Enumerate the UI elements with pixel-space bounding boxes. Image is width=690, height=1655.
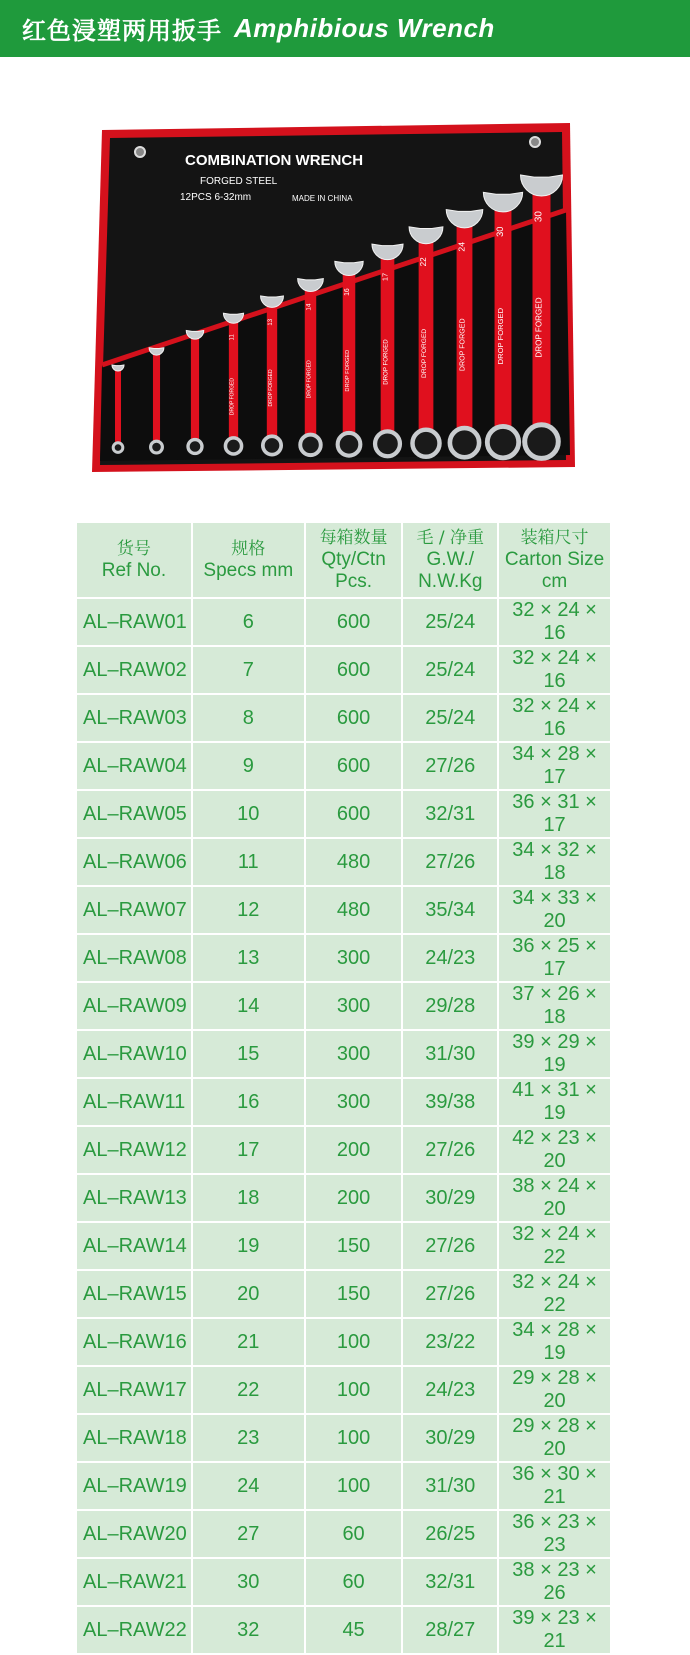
wrench-size-label: 11 — [229, 334, 236, 341]
wrench-handle — [115, 369, 121, 446]
cell-ref: AL–RAW19 — [77, 1463, 191, 1509]
cell-weight: 26/25 — [403, 1511, 497, 1557]
cell-carton: 32 × 24 × 22 — [499, 1271, 610, 1317]
cell-ref: AL–RAW20 — [77, 1511, 191, 1557]
table-header-row — [77, 523, 610, 597]
wrench-stamp: DROP FORGED — [268, 369, 274, 407]
cell-qty: 600 — [306, 599, 402, 645]
cell-weight: 27/26 — [403, 1223, 497, 1269]
cell-carton: 36 × 25 × 17 — [499, 935, 610, 981]
cell-spec: 6 — [193, 599, 304, 645]
cell-qty: 300 — [306, 983, 402, 1029]
cell-ref: AL–RAW04 — [77, 743, 191, 789]
cell-ref: AL–RAW10 — [77, 1031, 191, 1077]
cell-carton: 32 × 24 × 22 — [499, 1223, 610, 1269]
cell-spec: 11 — [193, 839, 304, 885]
cell-spec: 20 — [193, 1271, 304, 1317]
cell-spec: 15 — [193, 1031, 304, 1077]
cell-ref: AL–RAW06 — [77, 839, 191, 885]
cell-spec: 23 — [193, 1415, 304, 1461]
wrench-handle — [191, 336, 199, 443]
table-row — [77, 935, 610, 981]
cell-carton: 37 × 26 × 18 — [499, 983, 610, 1029]
cell-spec: 9 — [193, 743, 304, 789]
wrench-box-end — [338, 433, 361, 456]
table-row — [77, 887, 610, 933]
cell-spec: 32 — [193, 1607, 304, 1653]
table-row — [77, 1175, 610, 1221]
cell-qty: 100 — [306, 1367, 402, 1413]
cell-qty: 300 — [306, 1079, 402, 1125]
cell-carton: 41 × 31 × 19 — [499, 1079, 610, 1125]
cell-ref: AL–RAW16 — [77, 1319, 191, 1365]
wrench-size-label: 17 — [380, 272, 390, 282]
cell-qty: 600 — [306, 695, 402, 741]
cell-carton: 39 × 23 × 21 — [499, 1607, 610, 1653]
cell-spec: 24 — [193, 1463, 304, 1509]
cell-weight: 25/24 — [403, 695, 497, 741]
cell-qty: 600 — [306, 647, 402, 693]
cell-weight: 31/30 — [403, 1463, 497, 1509]
cell-spec: 13 — [193, 935, 304, 981]
wrench-size-label: 13 — [268, 318, 274, 326]
header-weight: 毛 / 净重 G.W./ N.W.Kg — [403, 523, 497, 597]
cell-carton: 32 × 24 × 16 — [499, 599, 610, 645]
cell-ref: AL–RAW22 — [77, 1607, 191, 1653]
cell-qty: 100 — [306, 1415, 402, 1461]
cell-weight: 30/29 — [403, 1175, 497, 1221]
cell-ref: AL–RAW21 — [77, 1559, 191, 1605]
cell-ref: AL–RAW17 — [77, 1367, 191, 1413]
cell-weight: 23/22 — [403, 1319, 497, 1365]
wrench-box-end — [525, 425, 559, 459]
wrench-size-label: 30 — [495, 226, 505, 237]
wrench-box-end — [375, 431, 400, 456]
cell-ref: AL–RAW02 — [77, 647, 191, 693]
cell-qty: 300 — [306, 1031, 402, 1077]
cell-carton: 29 × 28 × 20 — [499, 1367, 610, 1413]
cell-weight: 32/31 — [403, 791, 497, 837]
wrench-size-label: 16 — [344, 288, 351, 296]
wrench-stamp: DROP FORGED — [496, 307, 505, 365]
cell-spec: 14 — [193, 983, 304, 1029]
table-row — [77, 791, 610, 837]
cell-qty: 100 — [306, 1319, 402, 1365]
cell-ref: AL–RAW12 — [77, 1127, 191, 1173]
wrench-box-end — [412, 430, 439, 457]
cell-carton: 38 × 24 × 20 — [499, 1175, 610, 1221]
cell-weight: 30/29 — [403, 1415, 497, 1461]
wrench-box-end — [151, 441, 163, 453]
cell-carton: 42 × 23 × 20 — [499, 1127, 610, 1173]
cell-qty: 200 — [306, 1127, 402, 1173]
cell-weight: 24/23 — [403, 935, 497, 981]
cell-weight: 25/24 — [403, 599, 497, 645]
table-row — [77, 1463, 610, 1509]
cell-carton: 32 × 24 × 16 — [499, 695, 610, 741]
header-carton: 装箱尺寸 Carton Size cm — [499, 523, 610, 597]
cell-ref: AL–RAW11 — [77, 1079, 191, 1125]
cell-qty: 45 — [306, 1607, 402, 1653]
table-row — [77, 839, 610, 885]
table-row — [77, 1271, 610, 1317]
header-specs: 规格 Specs mm — [193, 523, 304, 597]
wrench-box-end — [225, 438, 241, 454]
cell-spec: 27 — [193, 1511, 304, 1557]
cell-weight: 27/26 — [403, 839, 497, 885]
wrench-stamp: DROP FORGED — [421, 328, 428, 378]
cell-weight: 27/26 — [403, 1271, 497, 1317]
cell-spec: 17 — [193, 1127, 304, 1173]
cell-qty: 150 — [306, 1271, 402, 1317]
pouch-made: MADE IN CHINA — [292, 194, 353, 203]
cell-ref: AL–RAW07 — [77, 887, 191, 933]
wrench-box-end — [450, 428, 479, 457]
cell-qty: 60 — [306, 1511, 402, 1557]
table-row — [77, 983, 610, 1029]
table-row — [77, 1031, 610, 1077]
cell-spec: 10 — [193, 791, 304, 837]
wrench-stamp: DROP FORGED — [345, 349, 351, 392]
grommet-left — [135, 147, 145, 157]
cell-spec: 12 — [193, 887, 304, 933]
cell-carton: 36 × 30 × 21 — [499, 1463, 610, 1509]
wrench-stamp: DROP FORGED — [382, 339, 390, 385]
cell-carton: 36 × 23 × 23 — [499, 1511, 610, 1557]
cell-weight: 28/27 — [403, 1607, 497, 1653]
wrench-stamp: DROP FORGED — [534, 297, 544, 358]
cell-qty: 600 — [306, 743, 402, 789]
wrench-size-label: 14 — [305, 303, 313, 311]
cell-spec: 8 — [193, 695, 304, 741]
cell-qty: 480 — [306, 887, 402, 933]
cell-carton: 39 × 29 × 19 — [499, 1031, 610, 1077]
table-row — [77, 1511, 610, 1557]
cell-weight: 39/38 — [403, 1079, 497, 1125]
cell-weight: 29/28 — [403, 983, 497, 1029]
cell-weight: 27/26 — [403, 1127, 497, 1173]
table-row — [77, 1079, 610, 1125]
table-row — [77, 743, 610, 789]
cell-spec: 22 — [193, 1367, 304, 1413]
grommet-right — [530, 137, 540, 147]
cell-ref: AL–RAW03 — [77, 695, 191, 741]
wrench-set-illustration — [60, 115, 600, 490]
cell-qty: 200 — [306, 1175, 402, 1221]
wrench-box-end — [487, 426, 518, 457]
header-qty: 每箱数量 Qty/Ctn Pcs. — [306, 523, 402, 597]
cell-spec: 19 — [193, 1223, 304, 1269]
spec-table — [75, 521, 612, 1655]
cell-weight: 31/30 — [403, 1031, 497, 1077]
cell-ref: AL–RAW14 — [77, 1223, 191, 1269]
table-row — [77, 1127, 610, 1173]
product-photo — [60, 115, 600, 490]
cell-weight: 32/31 — [403, 1559, 497, 1605]
cell-weight: 35/34 — [403, 887, 497, 933]
cell-qty: 150 — [306, 1223, 402, 1269]
cell-ref: AL–RAW08 — [77, 935, 191, 981]
cell-qty: 480 — [306, 839, 402, 885]
cell-qty: 300 — [306, 935, 402, 981]
table-body — [77, 599, 610, 1653]
cell-carton: 34 × 28 × 19 — [499, 1319, 610, 1365]
cell-ref: AL–RAW18 — [77, 1415, 191, 1461]
wrench-size-label: 30 — [533, 211, 545, 223]
wrench-box-end — [263, 436, 281, 454]
wrench-size-label: 22 — [419, 257, 428, 267]
wrench-size-label: 24 — [456, 241, 467, 252]
cell-spec: 16 — [193, 1079, 304, 1125]
table-row — [77, 1319, 610, 1365]
cell-spec: 18 — [193, 1175, 304, 1221]
cell-ref: AL–RAW05 — [77, 791, 191, 837]
cell-carton: 34 × 32 × 18 — [499, 839, 610, 885]
cell-spec: 7 — [193, 647, 304, 693]
wrench-box-end — [188, 440, 202, 454]
cell-carton: 34 × 33 × 20 — [499, 887, 610, 933]
pouch-title: COMBINATION WRENCH — [185, 152, 364, 169]
table-row — [77, 599, 610, 645]
table-row — [77, 695, 610, 741]
cell-weight: 24/23 — [403, 1367, 497, 1413]
cell-carton: 34 × 28 × 17 — [499, 743, 610, 789]
table-row — [77, 1607, 610, 1653]
cell-qty: 600 — [306, 791, 402, 837]
header-ref: 货号 Ref No. — [77, 523, 191, 597]
wrench-stamp: DROP FORGED — [458, 318, 467, 372]
cell-spec: 21 — [193, 1319, 304, 1365]
cell-ref: AL–RAW01 — [77, 599, 191, 645]
cell-carton: 38 × 23 × 26 — [499, 1559, 610, 1605]
cell-ref: AL–RAW09 — [77, 983, 191, 1029]
cell-carton: 29 × 28 × 20 — [499, 1415, 610, 1461]
cell-qty: 60 — [306, 1559, 402, 1605]
pouch-count: 12PCS 6-32mm — [180, 192, 252, 203]
wrench-stamp: DROP FORGED — [229, 378, 236, 416]
cell-qty: 100 — [306, 1463, 402, 1509]
cell-weight: 27/26 — [403, 743, 497, 789]
pouch-forged: FORGED STEEL — [200, 176, 278, 187]
table-row — [77, 1559, 610, 1605]
table-row — [77, 1415, 610, 1461]
page-header — [0, 0, 690, 57]
wrench-box-end — [113, 443, 123, 453]
cell-carton: 32 × 24 × 16 — [499, 647, 610, 693]
cell-ref: AL–RAW13 — [77, 1175, 191, 1221]
title-chinese: 红色浸塑两用扳手 — [22, 17, 222, 45]
title-english: Amphibious Wrench — [234, 13, 495, 43]
table-row — [77, 647, 610, 693]
cell-weight: 25/24 — [403, 647, 497, 693]
wrench-box-end — [300, 435, 321, 456]
cell-ref: AL–RAW15 — [77, 1271, 191, 1317]
cell-carton: 36 × 31 × 17 — [499, 791, 610, 837]
wrench-stamp: DROP FORGED — [306, 360, 313, 399]
cell-spec: 30 — [193, 1559, 304, 1605]
wrench-handle — [153, 352, 160, 444]
table-row — [77, 1223, 610, 1269]
table-row — [77, 1367, 610, 1413]
